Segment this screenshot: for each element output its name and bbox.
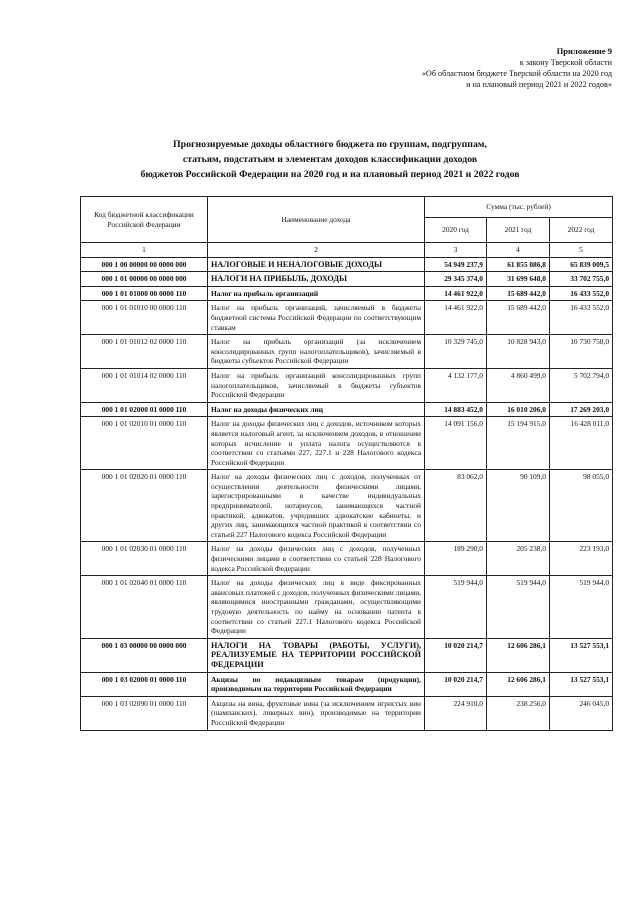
col-number-3: 3 <box>425 243 487 258</box>
row-2020: 14 461 922,0 <box>425 286 487 301</box>
appendix-number: Приложение 9 <box>556 46 612 56</box>
row-2020: 29 345 374,0 <box>425 272 487 287</box>
row-2022: 33 702 755,0 <box>550 272 613 287</box>
table-row <box>81 286 613 301</box>
row-name: Налог на прибыль организаций (за исключением консолидированных групп налогоплательщиков), зачисляемый в бюджеты субъектов Российской Федерации <box>208 335 425 369</box>
row-2020: 14 091 156,0 <box>425 417 487 470</box>
header-sum: Сумма (тыс. рублей) <box>425 197 613 218</box>
document-title <box>60 137 600 182</box>
row-2020: 519 944,0 <box>425 576 487 639</box>
row-code: 000 1 01 02030 01 0000 110 <box>81 542 208 576</box>
table-row <box>81 696 613 730</box>
row-2022: 13 527 553,1 <box>550 672 613 696</box>
row-2022: 16 433 552,0 <box>550 286 613 301</box>
row-code: 000 1 01 02040 01 0000 110 <box>81 576 208 639</box>
row-2021: 31 699 648,0 <box>487 272 550 287</box>
header-2020: 2020 год <box>425 218 487 243</box>
row-2020: 224 910,0 <box>425 696 487 730</box>
row-2020: 189 290,0 <box>425 542 487 576</box>
revenue-table <box>80 196 613 731</box>
row-code: 000 1 03 00000 00 0000 000 <box>81 638 208 672</box>
row-name: Акцизы на вина, фруктовые вина (за исключением игристых вин (шампанских), ликерных вин), производимые на территории Российской Федерации <box>208 696 425 730</box>
row-2022: 223 193,0 <box>550 542 613 576</box>
row-2021: 4 860 499,0 <box>487 368 550 402</box>
table-body <box>81 257 613 730</box>
row-2020: 10 329 745,0 <box>425 335 487 369</box>
table-row <box>81 417 613 470</box>
table-row <box>81 257 613 272</box>
table-row <box>81 638 613 672</box>
row-2021: 12 606 286,1 <box>487 672 550 696</box>
row-2020: 10 020 214,7 <box>425 638 487 672</box>
appendix-line-2: «Об областном бюджете Тверской области на 2020 год <box>421 69 612 78</box>
row-name: НАЛОГОВЫЕ И НЕНАЛОГОВЫЕ ДОХОДЫ <box>208 257 425 272</box>
row-2022: 13 527 553,1 <box>550 638 613 672</box>
row-name: Акцизы по подакцизным товарам (продукции), производимым на территории Российской Федерации <box>208 672 425 696</box>
row-2021: 61 855 086,8 <box>487 257 550 272</box>
row-code: 000 1 01 01010 00 0000 110 <box>81 301 208 335</box>
appendix-line-3: и на плановый период 2021 и 2022 годов» <box>466 80 612 89</box>
row-2021: 15 689 442,0 <box>487 301 550 335</box>
row-code: 000 1 01 02010 01 0000 110 <box>81 417 208 470</box>
table-row <box>81 335 613 369</box>
row-2022: 65 839 009,5 <box>550 257 613 272</box>
table-row <box>81 576 613 639</box>
col-number-1: 1 <box>81 243 208 258</box>
row-name: Налог на прибыль организаций, зачисляемый в бюджеты бюджетной системы Российской Федерации по соответствующим ставкам <box>208 301 425 335</box>
header-code: Код бюджетной классификации Российской Федерации <box>81 197 208 243</box>
row-code: 000 1 01 01000 00 0000 110 <box>81 286 208 301</box>
header-name: Наименование дохода <box>208 197 425 243</box>
row-name: Налог на прибыль организаций <box>208 286 425 301</box>
row-code: 000 1 03 02000 01 0000 110 <box>81 672 208 696</box>
row-2022: 5 702 794,0 <box>550 368 613 402</box>
row-name: Налог на доходы физических лиц с доходов, полученных от осуществления деятельности физическими лицами, зарегистрированными в качестве индивидуальных предпринимателей, нотариусов, занимающихся частной практикой, адвокатов, учредивших адвокатские кабинеты, и других лиц, занимающихся частной практикой в соответствии со статьей 227 Налогового кодекса Российской Федерации <box>208 470 425 542</box>
row-name: Налог на доходы физических лиц с доходов, источником которых является налоговый агент, за исключением доходов, в отношении которых исчисление и уплата налога осуществляются в соответствии со статьями 227, 227.1 и 228 Налогового кодекса Российской Федерации <box>208 417 425 470</box>
header-2022: 2022 год <box>550 218 613 243</box>
row-2022: 16 428 011,0 <box>550 417 613 470</box>
row-code: 000 1 01 01012 02 0000 110 <box>81 335 208 369</box>
header-2021: 2021 год <box>487 218 550 243</box>
row-2022: 246 045,0 <box>550 696 613 730</box>
row-2020: 14 883 452,0 <box>425 402 487 417</box>
row-2021: 90 109,0 <box>487 470 550 542</box>
row-2022: 10 730 758,0 <box>550 335 613 369</box>
row-2020: 10 020 214,7 <box>425 672 487 696</box>
table-row <box>81 402 613 417</box>
title-line-3: бюджетов Российской Федерации на 2020 год и на плановый период 2021 и 2022 годов <box>140 169 520 180</box>
row-2021: 15 689 442,0 <box>487 286 550 301</box>
table-row <box>81 470 613 542</box>
row-2021: 12 606 286,1 <box>487 638 550 672</box>
row-2022: 16 433 552,0 <box>550 301 613 335</box>
row-2022: 98 055,0 <box>550 470 613 542</box>
table-row <box>81 368 613 402</box>
col-number-2: 2 <box>208 243 425 258</box>
row-2021: 205 238,0 <box>487 542 550 576</box>
row-2020: 4 132 177,0 <box>425 368 487 402</box>
row-2020: 83 062,0 <box>425 470 487 542</box>
row-name: Налог на доходы физических лиц <box>208 402 425 417</box>
row-name: Налог на доходы физических лиц в виде фиксированных авансовых платежей с доходов, полученных физическими лицами, являющимися иностранными гражданами, осуществляющими трудовую деятельность по найму на основании патента в соответствии со статьей 227.1 Налогового кодекса Российской Федерации <box>208 576 425 639</box>
appendix-line-1: к закону Тверской области <box>519 58 612 67</box>
title-line-1: Прогнозируемые доходы областного бюджета по группам, подгруппам, <box>173 139 487 150</box>
row-name: Налог на прибыль организаций консолидированных групп налогоплательщиков, зачисляемый в бюджеты субъектов Российской Федерации <box>208 368 425 402</box>
table-row <box>81 672 613 696</box>
row-2022: 519 944,0 <box>550 576 613 639</box>
row-code: 000 1 01 02000 01 0000 110 <box>81 402 208 417</box>
row-code: 000 1 01 02020 01 0000 110 <box>81 470 208 542</box>
row-2021: 15 194 915,0 <box>487 417 550 470</box>
row-2021: 238 256,0 <box>487 696 550 730</box>
row-2021: 519 944,0 <box>487 576 550 639</box>
row-name: НАЛОГИ НА ТОВАРЫ (РАБОТЫ, УСЛУГИ), РЕАЛИЗУЕМЫЕ НА ТЕРРИТОРИИ РОССИЙСКОЙ ФЕДЕРАЦИИ <box>208 638 425 672</box>
table-row <box>81 542 613 576</box>
row-code: 000 1 00 00000 00 0000 000 <box>81 257 208 272</box>
row-2021: 10 828 943,0 <box>487 335 550 369</box>
row-code: 000 1 01 01014 02 0000 110 <box>81 368 208 402</box>
table-row <box>81 272 613 287</box>
row-2022: 17 269 203,0 <box>550 402 613 417</box>
title-line-2: статьям, подстатьям и элементам доходов классификации доходов <box>182 154 478 165</box>
row-code: 000 1 03 02090 01 0000 110 <box>81 696 208 730</box>
row-2020: 14 461 922,0 <box>425 301 487 335</box>
row-2021: 16 010 206,0 <box>487 402 550 417</box>
row-name: НАЛОГИ НА ПРИБЫЛЬ, ДОХОДЫ <box>208 272 425 287</box>
row-name: Налог на доходы физических лиц с доходов, полученных физическими лицами в соответствии со статьей 228 Налогового кодекса Российской Федерации <box>208 542 425 576</box>
table-row <box>81 301 613 335</box>
col-number-5: 5 <box>550 243 613 258</box>
col-number-4: 4 <box>487 243 550 258</box>
row-code: 000 1 01 00000 00 0000 000 <box>81 272 208 287</box>
row-2020: 54 949 237,9 <box>425 257 487 272</box>
appendix-block <box>422 46 612 90</box>
